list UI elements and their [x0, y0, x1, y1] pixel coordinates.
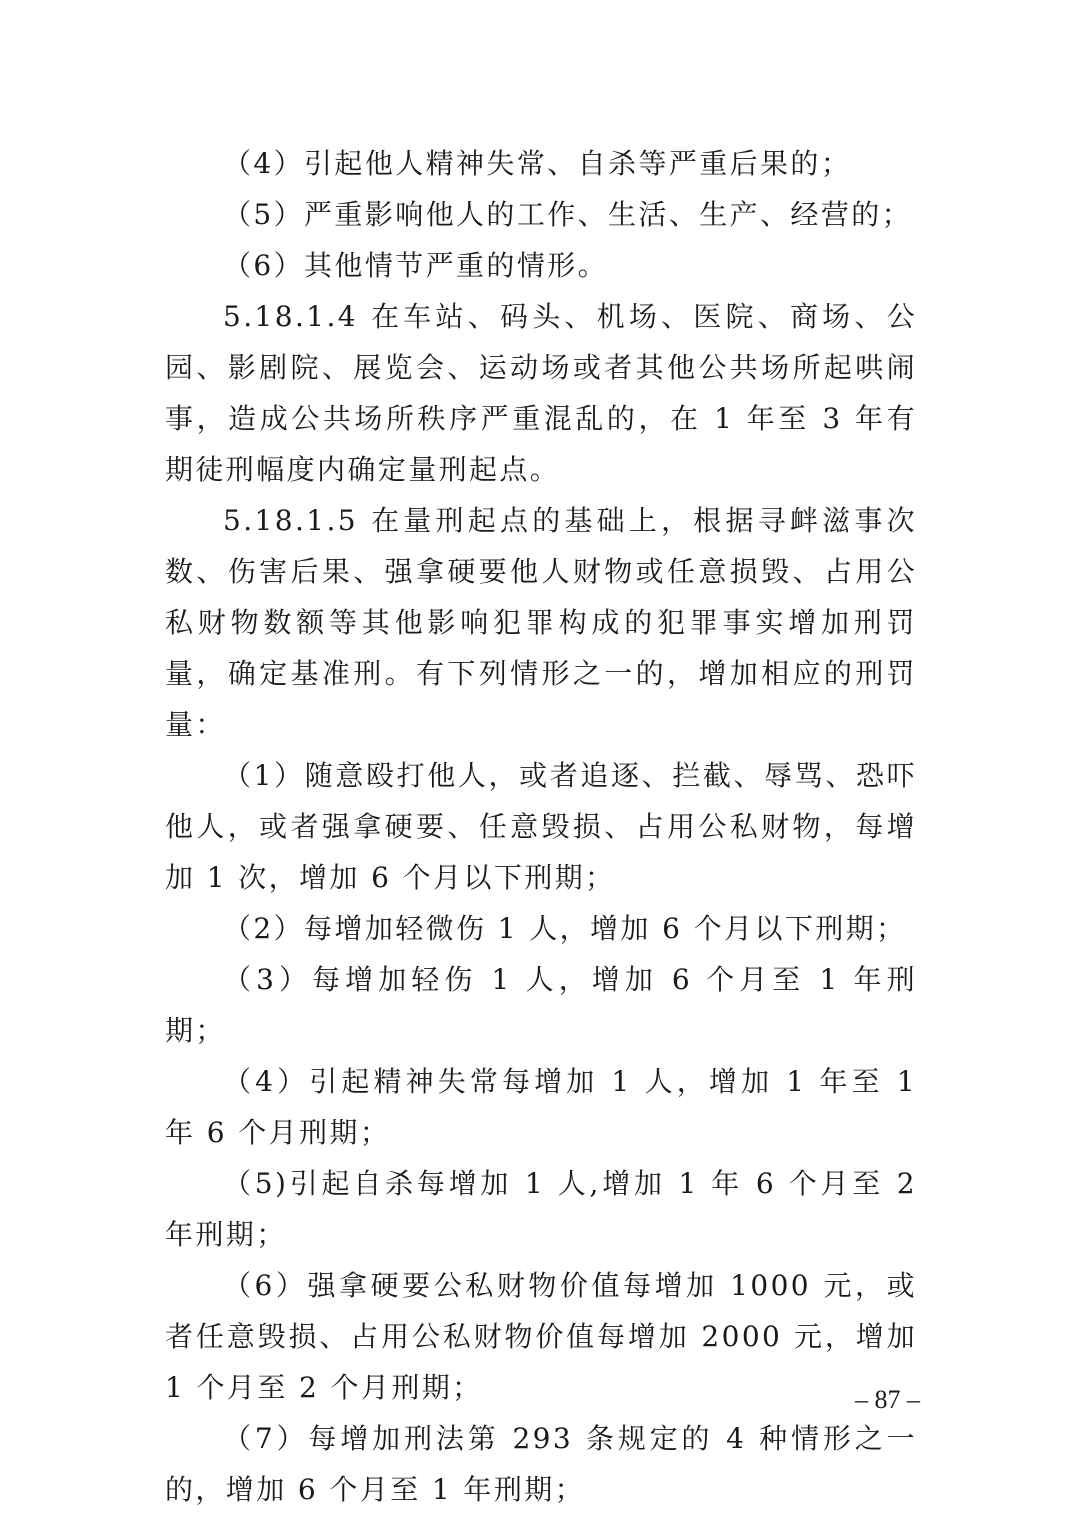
list-item-5b: （5)引起自杀每增加 1 人,增加 1 年 6 个月至 2 年刑期；: [165, 1167, 917, 1251]
list-item-4b: （4）引起精神失常每增加 1 人，增加 1 年至 1 年 6 个月刑期；: [165, 1065, 917, 1149]
clause-5-18-1-4: 5.18.1.4 在车站、码头、机场、医院、商场、公园、影剧院、展览会、运动场或者其他公共场所起哄闹事，造成公共场所秩序严重混乱的，在 1 年至 3 年有期徒刑幅度内确定量刑起点。: [165, 300, 917, 486]
list-item-4: （4）引起他人精神失常、自杀等严重后果的；: [223, 147, 852, 180]
list-item-2: （2）每增加轻微伤 1 人，增加 6 个月以下刑期；: [223, 912, 907, 945]
list-item-7: （7）每增加刑法第 293 条规定的 4 种情形之一的，增加 6 个月至 1 年刑期；: [165, 1422, 917, 1506]
document-body: [165, 138, 917, 1515]
list-item-6b: （6）强拿硬要公私财物价值每增加 1000 元，或者任意毁损、占用公私财物价值每增加 2000 元，增加 1 个月至 2 个月刑期；: [165, 1269, 917, 1404]
list-item-6: （6）其他情节严重的情形。: [223, 249, 609, 282]
list-item-5: （5）严重影响他人的工作、生活、生产、经营的；: [223, 198, 913, 231]
list-item-1: （1）随意殴打他人，或者追逐、拦截、辱骂、恐吓他人，或者强拿硬要、任意毁损、占用公私财物，每增加 1 次，增加 6 个月以下刑期；: [165, 759, 917, 894]
page-number: – 87 –: [855, 1385, 920, 1414]
list-item-3: （3）每增加轻伤 1 人，增加 6 个月至 1 年刑期；: [165, 963, 917, 1047]
clause-5-18-1-5: 5.18.1.5 在量刑起点的基础上，根据寻衅滋事次数、伤害后果、强拿硬要他人财物或任意损毁、占用公私财物数额等其他影响犯罪构成的犯罪事实增加刑罚量，确定基准刑。有下列情形之一的，增加相应的刑罚量：: [165, 504, 917, 741]
